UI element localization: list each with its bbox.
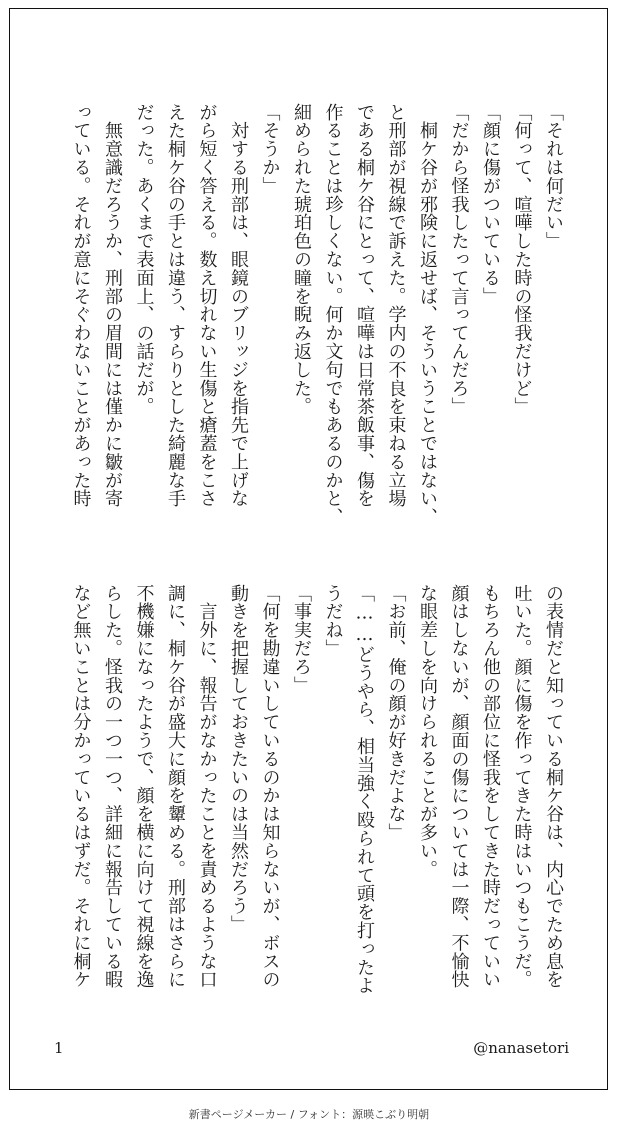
text-line: と刑部が視線で訴えた。学内の不良を束ねる立場 bbox=[385, 103, 407, 508]
text-block-upper bbox=[65, 103, 569, 527]
footer-credit: 新書ページメーカー / フォント：源暎こぶり明朝 bbox=[188, 1108, 430, 1121]
text-line: うだね」 bbox=[322, 584, 344, 658]
text-line: 動きを把握しておきたいのは当然だろう」 bbox=[228, 584, 249, 934]
text-line: 顔はしないが、顔面の傷については一際、不愉快 bbox=[448, 584, 470, 989]
text-line: 細められた琥珀色の瞳を睨み返した。 bbox=[291, 103, 312, 416]
text-line: の表情だと知っている桐ケ谷は、内心でため息を bbox=[543, 584, 564, 989]
text-line: 「事実だろ」 bbox=[291, 584, 312, 695]
text-line: えた桐ケ谷の手とは違う、すらりとした綺麗な手 bbox=[165, 103, 186, 508]
author-handle: @nanasetori bbox=[473, 1039, 569, 1057]
text-line: 作ることは珍しくない。何か文句でもあるのかと、 bbox=[322, 103, 344, 527]
text-line: 「そうか」 bbox=[259, 103, 281, 195]
text-line: である桐ケ谷にとって、喧嘩は日常茶飯事、傷を bbox=[354, 103, 375, 508]
text-line: 「お前、俺の顔が好きだよな」 bbox=[385, 584, 407, 842]
text-line: な眼差しを向けられることが多い。 bbox=[417, 584, 438, 879]
text-line: 「それは何だい」 bbox=[543, 103, 564, 251]
text-line: っている。それが意にそぐわないことがあった時 bbox=[70, 103, 92, 508]
text-line: 調に、桐ケ谷が盛大に顔を顰める。刑部はさらに bbox=[165, 584, 186, 989]
text-line: 桐ケ谷が邪険に返せば、そういうことではない、 bbox=[417, 103, 438, 527]
text-line: 無意識だろうか、刑部の眉間には僅かに皺が寄 bbox=[102, 103, 123, 508]
text-line: だった。あくまで表面上、の話だが。 bbox=[133, 103, 155, 416]
text-line: 対する刑部は、眼鏡のブリッジを指先で上げな bbox=[228, 103, 249, 508]
text-block-lower bbox=[65, 584, 569, 1004]
text-line: 吐いた。顔に傷を作ってきた時はいつもこうだ。 bbox=[511, 584, 533, 989]
text-line: 「……どうやら、相当強く殴られて頭を打ったよ bbox=[354, 584, 375, 995]
text-line: らした。怪我の一つ一つ、詳細に報告している暇 bbox=[102, 584, 123, 989]
book-page bbox=[9, 8, 608, 1090]
text-line: 「何を勘違いしているのかは知らないが、ボスの bbox=[259, 584, 281, 989]
page-number: 1 bbox=[54, 1039, 64, 1057]
text-line: 「何って、喧嘩した時の怪我だけど」 bbox=[511, 103, 533, 416]
text-line: 言外に、報告がなかったことを責めるような口 bbox=[196, 584, 218, 989]
text-line: など無いことは分かっているはずだ。それに桐ケ bbox=[70, 584, 92, 989]
text-line: 「顔に傷がついている」 bbox=[480, 103, 501, 306]
text-line: もちろん他の部位に怪我をしてきた時だっていい bbox=[480, 584, 501, 989]
text-line: 不機嫌になったようで、顔を横に向けて視線を逸 bbox=[133, 584, 155, 989]
text-line: 「だから怪我したって言ってんだろ」 bbox=[448, 103, 470, 416]
text-line: がら短く答える。数え切れない生傷と瘡蓋をこさ bbox=[196, 103, 218, 508]
